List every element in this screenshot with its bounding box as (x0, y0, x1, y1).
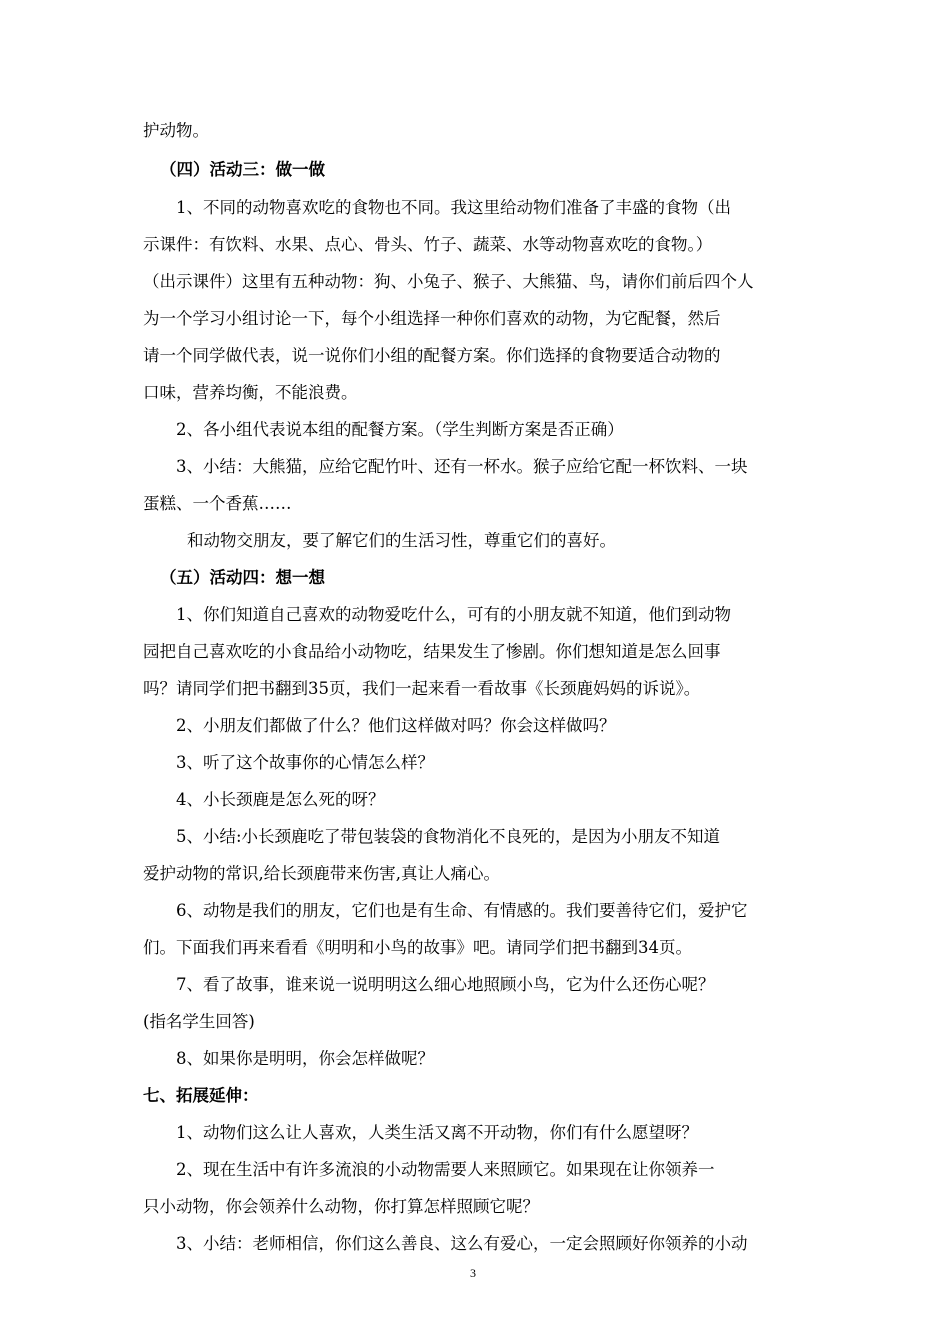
text-line: 8、如果你是明明，你会怎样做呢？ (176, 1049, 434, 1068)
text-line: 2、各小组代表说本组的配餐方案。（学生判断方案是否正确） (176, 420, 624, 439)
page-number: 3 (470, 1266, 476, 1280)
text-line: 和动物交朋友，要了解它们的生活习性，尊重它们的喜好。 (187, 531, 616, 550)
text-line: 3、听了这个故事你的心情怎么样？ (176, 753, 434, 772)
text-line: 蛋糕、一个香蕉…… (143, 494, 292, 513)
text-line: (指名学生回答) (143, 1012, 255, 1031)
text-line: 为一个学习小组讨论一下，每个小组选择一种你们喜欢的动物，为它配餐，然后 (143, 309, 721, 328)
text-line: 只小动物，你会领养什么动物，你打算怎样照顾它呢？ (143, 1197, 539, 1216)
text-line: 爱护动物的常识,给长颈鹿带来伤害,真让人痛心。 (143, 864, 500, 883)
text-line: 3、小结：大熊猫，应给它配竹叶、还有一杯水。猴子应给它配一杯饮料、一块 (176, 457, 748, 476)
text-line: 1、动物们这么让人喜欢，人类生活又离不开动物，你们有什么愿望呀？ (176, 1123, 698, 1142)
text-line: 4、小长颈鹿是怎么死的呀？ (176, 790, 385, 809)
text-line: 们。下面我们再来看看《明明和小鸟的故事》吧。请同学们把书翻到34页。 (143, 938, 692, 957)
text-line: （出示课件）这里有五种动物：狗、小兔子、猴子、大熊猫、鸟，请你们前后四个人 (143, 272, 754, 291)
text-line: 请一个同学做代表，说一说你们小组的配餐方案。你们选择的食物要适合动物的 (143, 346, 721, 365)
text-line: 吗？请同学们把书翻到35页，我们一起来看一看故事《长颈鹿妈妈的诉说》。 (143, 679, 701, 698)
text-line: 5、小结:小长颈鹿吃了带包装袋的食物消化不良死的，是因为小朋友不知道 (176, 827, 721, 846)
text-line: 园把自己喜欢吃的小食品给小动物吃，结果发生了惨剧。你们想知道是怎么回事 (143, 642, 721, 661)
text-line: 6、动物是我们的朋友，它们也是有生命、有情感的。我们要善待它们，爱护它 (176, 901, 748, 920)
section-heading: （四）活动三：做一做 (160, 160, 325, 179)
section-heading: 七、拓展延伸： (143, 1086, 259, 1105)
text-line: 2、现在生活中有许多流浪的小动物需要人来照顾它。如果现在让你领养一 (176, 1160, 715, 1179)
text-line: 3、小结：老师相信，你们这么善良、这么有爱心，一定会照顾好你领养的小动 (176, 1234, 748, 1253)
text-line: 7、看了故事，谁来说一说明明这么细心地照顾小鸟，它为什么还伤心呢？ (176, 975, 715, 994)
text-line: 1、你们知道自己喜欢的动物爱吃什么，可有的小朋友就不知道，他们到动物 (176, 605, 731, 624)
text-line: 2、小朋友们都做了什么？他们这样做对吗？你会这样做吗？ (176, 716, 616, 735)
text-line: 示课件：有饮料、水果、点心、骨头、竹子、蔬菜、水等动物喜欢吃的食物。） (143, 235, 713, 254)
text-line: 口味，营养均衡，不能浪费。 (143, 383, 358, 402)
text-line: 1、不同的动物喜欢吃的食物也不同。我这里给动物们准备了丰盛的食物（出 (176, 198, 731, 217)
text-line: 护动物。 (143, 121, 209, 140)
section-heading: （五）活动四：想一想 (160, 568, 325, 587)
